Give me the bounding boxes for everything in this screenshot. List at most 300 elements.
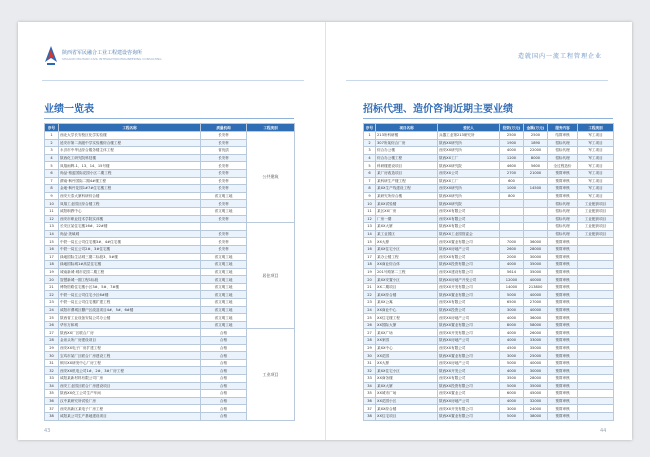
table-row — [364, 169, 614, 177]
table-cell — [500, 207, 524, 215]
table-cell: 19 — [45, 268, 59, 276]
table-cell: 省文明工地 — [201, 291, 247, 299]
table-cell: 某厂房改造项目 — [376, 169, 438, 177]
table-cell: 陕西XX投资公司 — [438, 306, 500, 314]
table-cell: 32 — [45, 367, 59, 375]
table-cell: 省文明工地 — [201, 314, 247, 322]
table-cell: XX住宅项目 — [376, 412, 438, 420]
table-cell: 合格 — [201, 405, 247, 413]
table-cell: 陕西XX厂区联合厂房 — [59, 329, 201, 337]
table-cell: 14500 — [524, 185, 548, 193]
table-cell: 铜川XX研发中心厂房工程 — [59, 359, 201, 367]
category-cell: 工业项目 — [247, 329, 295, 420]
table-cell — [578, 283, 614, 291]
table-cell — [578, 344, 614, 352]
table-cell: 23 — [45, 299, 59, 307]
table-cell: 招标代理 — [548, 215, 578, 223]
table-cell: 32000 — [524, 397, 548, 405]
table-cell: 25 — [364, 314, 376, 322]
table-cell: 招标代理 — [548, 154, 578, 162]
table-cell: 中铁一局五公司住宅楼3#、4#住宅楼 — [59, 238, 201, 246]
table-row — [45, 132, 295, 140]
table-cell: 凤翔工业园区综合楼工程 — [59, 200, 201, 208]
right-title-rule — [363, 118, 613, 119]
table-cell: 军工项目 — [578, 147, 614, 155]
table-cell: 西安XX机电公司1#、2#、3#厂房工程 — [59, 367, 201, 375]
table-cell: 45000 — [524, 390, 548, 398]
table-cell: 22 — [364, 291, 376, 299]
table-row — [364, 390, 614, 398]
table-cell: 合格 — [201, 397, 247, 405]
table-cell: 30 — [45, 352, 59, 360]
table-cell: 金泉头所厂房建设项目 — [59, 337, 201, 345]
table-cell: 工业配套项目 — [578, 215, 614, 223]
table-cell: 11 — [45, 207, 59, 215]
table-cell: 西安XX研究所 — [438, 185, 500, 193]
table-cell: 10 — [364, 200, 376, 208]
table-cell: 省文明工地 — [201, 253, 247, 261]
table-cell: 4000 — [500, 397, 524, 405]
table-cell — [578, 329, 614, 337]
table-cell: 40000 — [524, 291, 548, 299]
table-cell: 37 — [45, 405, 59, 413]
table-cell: 2000 — [500, 253, 524, 261]
table-cell: 2500 — [500, 132, 524, 140]
table-cell: 29 — [45, 344, 59, 352]
table-cell: 30000 — [524, 367, 548, 375]
table-cell: 58000 — [524, 321, 548, 329]
table-cell: 3 — [364, 147, 376, 155]
table-cell: 金地·枫丹花园1#7#住宅楼工程 — [59, 185, 201, 193]
table-cell: 25 — [45, 314, 59, 322]
table-cell: 某办公楼工程 — [376, 253, 438, 261]
table-cell: 35000 — [524, 268, 548, 276]
table-cell: 预算审核 — [548, 306, 578, 314]
table-cell: 36000 — [524, 238, 548, 246]
table-cell: 预算审核 — [548, 337, 578, 345]
table-cell: 兵器工业第213研究所 — [438, 132, 500, 140]
table-cell: 军工项目 — [578, 177, 614, 185]
table-cell: XX商务楼 — [376, 375, 438, 383]
table-cell: 西安XX公司 — [438, 169, 500, 177]
table-cell: 预算审核 — [548, 405, 578, 413]
table-cell — [578, 405, 614, 413]
table-cell: 4000 — [500, 314, 524, 322]
table-row — [364, 314, 614, 322]
table-cell: 中铁一局五公司2#、3#住宅楼 — [59, 245, 201, 253]
table-cell — [578, 382, 614, 390]
column-header: 序号 — [45, 124, 59, 132]
table-cell: 延安市第二高级中学实验楼综合楼工程 — [59, 139, 201, 147]
table-cell: 某XX试验楼 — [376, 200, 438, 208]
table-cell: 预算审核 — [548, 253, 578, 261]
table-cell: 4000 — [500, 261, 524, 269]
table-cell — [578, 306, 614, 314]
table-cell: 省文明工地 — [201, 321, 247, 329]
table-cell: 军工项目 — [578, 139, 614, 147]
table-cell: 4500 — [500, 344, 524, 352]
table-cell: 预算审核 — [548, 397, 578, 405]
table-cell: 招标代理 — [548, 200, 578, 208]
table-cell: 咸阳某新材料有限公司厂房 — [59, 375, 201, 383]
table-cell: 长安杯 — [201, 132, 247, 140]
table-cell: 省文明工地 — [201, 261, 247, 269]
table-cell: 西安XX置业公司 — [438, 390, 500, 398]
table-cell: XX花园 — [376, 352, 438, 360]
table-cell: 预算审核 — [548, 245, 578, 253]
table-cell: 30 — [364, 352, 376, 360]
table-row — [364, 337, 614, 345]
table-cell: XX花园小区 — [376, 397, 438, 405]
table-row — [364, 344, 614, 352]
company-name: 陕西省军民融合工业工程建设咨询所 — [62, 50, 143, 56]
table-cell: 21 — [364, 283, 376, 291]
table-cell: 陕西XX化工公司生产车间 — [59, 390, 201, 398]
table-cell: 长安杯 — [201, 139, 247, 147]
table-cell: 12 — [45, 215, 59, 223]
table-cell: 5 — [364, 162, 376, 170]
table-cell — [500, 215, 524, 223]
table-cell: 4 — [45, 154, 59, 162]
table-row — [364, 405, 614, 413]
table-cell: 8 — [45, 185, 59, 193]
table-cell: 陕西XX置业有限公司 — [438, 412, 500, 420]
table-cell: 5000 — [500, 382, 524, 390]
table-row — [364, 382, 614, 390]
category-cell: 公共建筑 — [247, 132, 295, 223]
table-cell: 预算审核 — [548, 329, 578, 337]
table-cell: 合格 — [201, 375, 247, 383]
table-cell: 某XX大厦 — [376, 223, 438, 231]
table-row — [364, 207, 614, 215]
table-cell: 西安XX有限公司 — [438, 215, 500, 223]
table-row — [45, 329, 295, 337]
table-cell: 陕西XX投资有限公司 — [438, 261, 500, 269]
table-cell: 某区XX厂房 — [376, 207, 438, 215]
table-cell: 4 — [364, 154, 376, 162]
table-cell: 西安XX房地产公司 — [438, 359, 500, 367]
table-cell: 2 — [364, 139, 376, 147]
table-cell: 26 — [364, 321, 376, 329]
table-cell: 31 — [45, 359, 59, 367]
table-cell — [524, 223, 548, 231]
table-cell: 西安XX研究所 — [438, 147, 500, 155]
table-cell: 600 — [500, 177, 524, 185]
table-cell: 宝鸡市某厂区联合厂房建设工程 — [59, 352, 201, 360]
table-cell: 结算审核 — [548, 132, 578, 140]
table-cell: 17 — [364, 253, 376, 261]
table-cell: 西安XX电子厂房扩建工程 — [59, 344, 201, 352]
table-cell: 某XX大厦 — [376, 382, 438, 390]
table-cell: 西安XX有限公司 — [438, 375, 500, 383]
table-cell: 陕西化工研究院科技楼 — [59, 154, 201, 162]
table-cell: 西安XX置业有限公司 — [438, 238, 500, 246]
column-header: 质量机构 — [201, 124, 247, 132]
table-cell: 4600 — [500, 162, 524, 170]
table-cell: 6 — [364, 169, 376, 177]
table-row — [364, 162, 614, 170]
column-header: 工程类别 — [247, 124, 295, 132]
table-cell: 陕西XX开发公司 — [438, 367, 500, 375]
table-cell: 长安杯 — [201, 177, 247, 185]
table-cell: 某XX住宅小区 — [376, 245, 438, 253]
table-cell: 18 — [45, 261, 59, 269]
table-row — [364, 223, 614, 231]
table-cell — [578, 397, 614, 405]
table-cell: 36 — [364, 397, 376, 405]
table-cell: 40000 — [524, 306, 548, 314]
table-cell: 省文明工地 — [201, 192, 247, 200]
table-cell: 西安工业园区联合厂房建设项目 — [59, 382, 201, 390]
table-row — [364, 253, 614, 261]
table-cell: 省文明工地 — [201, 299, 247, 307]
table-cell: 1200 — [500, 154, 524, 162]
table-cell: 13 — [45, 223, 59, 231]
table-cell: 西安XX房地产公司 — [438, 314, 500, 322]
table-cell: 预算审核 — [548, 276, 578, 284]
table-row — [364, 230, 614, 238]
table-cell: 预算审核 — [548, 314, 578, 322]
table-cell — [500, 223, 524, 231]
table-cell — [578, 314, 614, 322]
page-number-right: 44 — [600, 428, 607, 434]
table-cell: 34 — [364, 382, 376, 390]
table-cell: 24 — [364, 306, 376, 314]
table-cell: 38 — [364, 412, 376, 420]
table-cell: 5614 — [500, 268, 524, 276]
table-cell: 27 — [45, 329, 59, 337]
table-cell: 合格 — [201, 390, 247, 398]
table-cell: 西安XX有限公司 — [438, 299, 500, 307]
table-cell: 8 — [364, 185, 376, 193]
table-cell: 31 — [364, 359, 376, 367]
table-cell: 预算审核 — [548, 291, 578, 299]
table-cell: 招标代理 — [548, 230, 578, 238]
table-row — [364, 299, 614, 307]
table-cell: XX住宅楼工程 — [376, 314, 438, 322]
table-row — [364, 359, 614, 367]
bidding-table — [363, 123, 614, 421]
table-cell — [578, 268, 614, 276]
table-row — [364, 132, 614, 140]
table-cell: 29 — [364, 344, 376, 352]
category-cell: 居住项目 — [247, 223, 295, 329]
table-cell: 某科研生产楼工程 — [376, 177, 438, 185]
table-row — [364, 412, 614, 420]
table-cell: 5000 — [500, 359, 524, 367]
table-cell: 35000 — [524, 261, 548, 269]
table-row — [364, 306, 614, 314]
table-cell: 35 — [45, 390, 59, 398]
table-cell: 综合办公楼 — [376, 147, 438, 155]
table-row — [364, 139, 614, 147]
table-cell: 34 — [45, 382, 59, 390]
table-cell: 5 — [45, 162, 59, 170]
table-cell: 某XX综合楼 — [376, 291, 438, 299]
table-cell: 合格 — [201, 337, 247, 345]
table-row — [364, 185, 614, 193]
table-cell: XX国际大厦 — [376, 321, 438, 329]
company-logo-icon — [44, 46, 58, 66]
table-cell: 华东万和城 — [59, 321, 201, 329]
table-row — [364, 352, 614, 360]
brochure-spread — [18, 22, 632, 440]
table-cell: XX商业综合体 — [376, 261, 438, 269]
table-cell: 33 — [364, 375, 376, 383]
table-cell: 军工项目 — [578, 185, 614, 193]
table-cell: 17 — [45, 253, 59, 261]
table-cell: 20 — [45, 276, 59, 284]
table-cell: 长安杯 — [201, 154, 247, 162]
table-cell: 28 — [45, 337, 59, 345]
table-row — [364, 177, 614, 185]
table-cell — [500, 200, 524, 208]
table-cell: 213所科研楼 — [376, 132, 438, 140]
table-cell: 4000 — [500, 337, 524, 345]
table-cell: 9 — [45, 192, 59, 200]
table-cell: 2500 — [524, 132, 548, 140]
table-cell: 20 — [364, 276, 376, 284]
table-cell: 3000 — [500, 352, 524, 360]
table-cell: 32 — [364, 367, 376, 375]
table-cell: 预算审核 — [548, 185, 578, 193]
table-cell: 西安XX开发有限公司 — [438, 283, 500, 291]
table-cell: 某XX生产线建设工程 — [376, 185, 438, 193]
table-cell: 中铁一局五公司住宅楼扩建工程 — [59, 299, 201, 307]
table-cell: 36000 — [524, 314, 548, 322]
column-header: 金额(万元) — [524, 124, 548, 132]
table-cell: 18 — [364, 261, 376, 269]
table-cell: 长安区某住宅楼16#、22#楼 — [59, 223, 201, 231]
table-row — [364, 367, 614, 375]
table-cell: 33000 — [524, 337, 548, 345]
table-cell: 预算审核 — [548, 359, 578, 367]
table-cell: 4000 — [500, 367, 524, 375]
table-cell: 工业配套项目 — [578, 230, 614, 238]
table-row — [364, 276, 614, 284]
table-cell: 2 — [45, 139, 59, 147]
table-cell — [524, 200, 548, 208]
table-cell: 预算审核 — [548, 192, 578, 200]
table-cell: 陕西XX有限公司 — [438, 223, 500, 231]
table-cell: 省文明工地 — [201, 268, 247, 276]
table-cell — [578, 321, 614, 329]
table-cell — [578, 337, 614, 345]
table-cell: 预算审核 — [548, 299, 578, 307]
table-cell — [201, 223, 247, 231]
table-cell: 28 — [364, 337, 376, 345]
table-cell: 城南新城·城市花园二期工程 — [59, 268, 201, 276]
table-cell: XX商业中心 — [376, 306, 438, 314]
table-cell: 陕西XX研究所 — [438, 192, 500, 200]
table-cell: 长安杯 — [201, 245, 247, 253]
table-cell: 26 — [45, 321, 59, 329]
table-cell: 3500 — [500, 375, 524, 383]
header-rule-right — [346, 80, 608, 81]
table-cell: 8000 — [500, 321, 524, 329]
table-cell — [524, 192, 548, 200]
table-cell: 西安XX有限公司 — [438, 253, 500, 261]
table-cell: 21000 — [524, 169, 548, 177]
table-cell: 陕西XX研究院 — [438, 162, 500, 170]
table-cell: 长安杯 — [201, 200, 247, 208]
table-cell: 军工项目 — [578, 169, 614, 177]
table-cell: 16 — [364, 245, 376, 253]
table-cell: 28000 — [524, 245, 548, 253]
table-cell: 13 — [364, 223, 376, 231]
table-cell: 西安高新区某电子厂房工程 — [59, 405, 201, 413]
table-row — [364, 283, 614, 291]
table-cell: 智慧新城一期工程1标段 — [59, 276, 201, 284]
table-cell: 西安XX建设有限公司 — [438, 268, 500, 276]
table-cell: 综合办公楼工程 — [376, 154, 438, 162]
table-cell: 5000 — [500, 291, 524, 299]
table-cell: 凤翔雨辉-1、13、14、15号楼 — [59, 162, 201, 170]
table-cell: 14 — [364, 230, 376, 238]
table-cell: 汉中某研究所试验厂房 — [59, 397, 201, 405]
table-cell: 预算审核 — [548, 412, 578, 420]
table-row — [364, 291, 614, 299]
table-cell — [578, 359, 614, 367]
column-header: 委托人 — [438, 124, 500, 132]
table-cell: 38000 — [524, 412, 548, 420]
table-cell: 工业配套项目 — [578, 200, 614, 208]
table-cell — [578, 390, 614, 398]
performance-table — [44, 123, 295, 421]
table-cell: 6000 — [500, 390, 524, 398]
table-cell: 1000 — [500, 185, 524, 193]
table-row — [364, 154, 614, 162]
slogan: 造就国内一流工程管理企业 — [518, 53, 603, 60]
table-cell: 中铁一局五公司住宅小区6#楼 — [59, 291, 201, 299]
table-cell: XX家园 — [376, 337, 438, 345]
table-cell: 21 — [45, 283, 59, 291]
table-cell: 25000 — [524, 352, 548, 360]
table-cell: 科研楼建设项目 — [376, 162, 438, 170]
table-cell: 厂房一期 — [376, 215, 438, 223]
table-cell: 绿地国际生活城三期二标段3、5#楼 — [59, 253, 201, 261]
table-cell: 省文明工地 — [201, 283, 247, 291]
page-fold — [325, 22, 326, 440]
table-cell: 35000 — [524, 382, 548, 390]
table-cell: 某XX广场 — [376, 329, 438, 337]
table-cell: 招标代理 — [548, 147, 578, 155]
page-number-left: 43 — [44, 428, 51, 434]
table-cell: 35000 — [524, 344, 548, 352]
table-cell: 某XX公寓 — [376, 299, 438, 307]
table-cell: 长安杯 — [201, 169, 247, 177]
table-cell: 10 — [45, 200, 59, 208]
table-cell: 长安杯 — [201, 162, 247, 170]
table-cell: 合格 — [201, 412, 247, 420]
table-cell: 26000 — [524, 329, 548, 337]
table-cell: 招标代理 — [548, 223, 578, 231]
table-cell: 尚品·格蓝国际花园小区二期工程 — [59, 169, 201, 177]
table-cell: 6 — [45, 169, 59, 177]
table-cell: 4000 — [500, 329, 524, 337]
table-cell: 9 — [364, 192, 376, 200]
table-cell: 37 — [364, 405, 376, 413]
table-cell: 招标代理 — [548, 207, 578, 215]
left-section-title: 业绩一览表 — [44, 104, 94, 115]
table-cell: 合格 — [201, 359, 247, 367]
table-cell — [524, 215, 548, 223]
table-cell: 7 — [45, 177, 59, 185]
table-cell: 预算审核 — [548, 283, 578, 291]
table-cell: 预算审核 — [548, 261, 578, 269]
table-cell: 35 — [364, 390, 376, 398]
table-cell: 咸阳某公司生产基地建设项目 — [59, 412, 201, 420]
